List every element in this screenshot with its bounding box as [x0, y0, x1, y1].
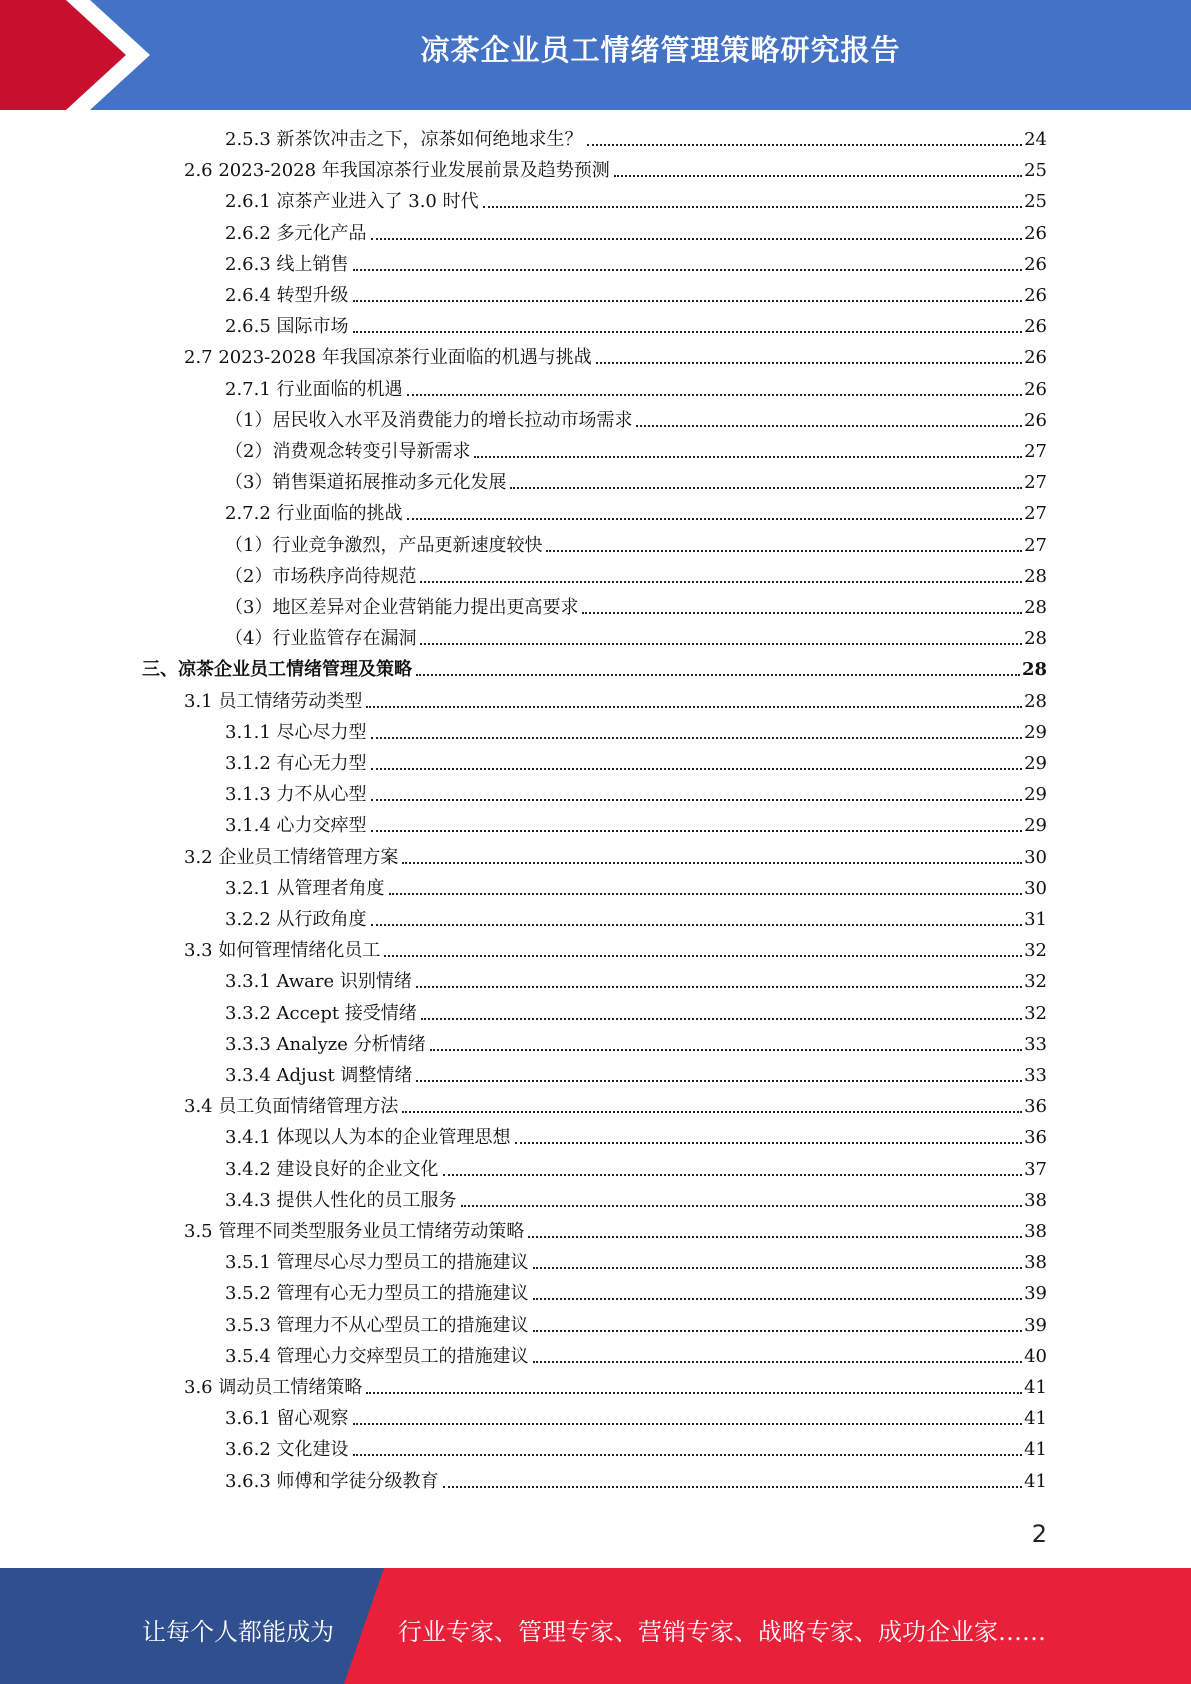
toc-entry-label: 三、凉茶企业员工情绪管理及策略	[142, 659, 412, 680]
toc-entry[interactable]	[225, 1033, 1047, 1057]
toc-entry-page: 28	[1024, 566, 1047, 587]
toc-entry[interactable]	[225, 1002, 1047, 1026]
toc-entry-page: 36	[1024, 1096, 1047, 1117]
toc-entry-label: 3.2.2 从行政角度	[225, 909, 367, 930]
toc-entry-page: 38	[1024, 1252, 1047, 1273]
toc-dot-leader	[371, 924, 1023, 926]
toc-entry-label: 3.6.2 文化建设	[225, 1439, 349, 1460]
toc-entry[interactable]	[184, 846, 1047, 870]
toc-dot-leader	[371, 830, 1023, 832]
toc-dot-leader	[366, 706, 1022, 708]
toc-entry-label: 2.6.4 转型升级	[225, 285, 349, 306]
toc-entry-page: 26	[1024, 347, 1047, 368]
toc-entry-label: 3.4 员工负面情绪管理方法	[184, 1096, 399, 1117]
toc-dot-leader	[407, 518, 1023, 520]
toc-entry[interactable]	[225, 471, 1047, 495]
toc-entry[interactable]	[225, 1282, 1047, 1306]
toc-entry[interactable]	[225, 1438, 1047, 1462]
toc-entry[interactable]	[225, 877, 1047, 901]
toc-entry-page: 37	[1024, 1159, 1047, 1180]
toc-dot-leader	[371, 737, 1023, 739]
toc-dot-leader	[421, 1018, 1022, 1020]
toc-entry[interactable]	[225, 378, 1047, 402]
toc-entry-page: 32	[1024, 1003, 1047, 1024]
toc-entry-label: 3.2.1 从管理者角度	[225, 878, 385, 899]
toc-dot-leader	[533, 1330, 1023, 1332]
toc-entry-label: （3）地区差异对企业营销能力提出更高要求	[225, 597, 579, 618]
toc-entry-label: 3.1.1 尽心尽力型	[225, 722, 367, 743]
toc-entry[interactable]	[184, 346, 1047, 370]
toc-entry-page: 28	[1024, 691, 1047, 712]
toc-entry[interactable]	[225, 440, 1047, 464]
toc-entry[interactable]	[225, 1064, 1047, 1088]
toc-entry-label: 2.6 2023-2028 年我国凉茶行业发展前景及趋势预测	[184, 160, 610, 181]
toc-entry-page: 31	[1024, 909, 1047, 930]
toc-dot-leader	[416, 1080, 1022, 1082]
toc-entry-label: （2）消费观念转变引导新需求	[225, 441, 471, 462]
toc-entry-label: （2）市场秩序尚待规范	[225, 566, 417, 587]
toc-dot-leader	[443, 1486, 1023, 1488]
toc-dot-leader	[366, 1392, 1022, 1394]
toc-entry-page: 32	[1024, 940, 1047, 961]
toc-entry[interactable]	[225, 1407, 1047, 1431]
toc-entry-page: 27	[1024, 535, 1047, 556]
toc-dot-leader	[582, 612, 1022, 614]
toc-entry-page: 41	[1024, 1408, 1047, 1429]
toc-entry-page: 28	[1024, 628, 1047, 649]
toc-entry-label: 3.3 如何管理情绪化员工	[184, 940, 381, 961]
toc-entry-label: 3.1 员工情绪劳动类型	[184, 691, 363, 712]
toc-entry[interactable]	[225, 565, 1047, 589]
toc-entry[interactable]	[184, 1220, 1047, 1244]
toc-dot-leader	[353, 300, 1023, 302]
toc-entry-label: 3.1.3 力不从心型	[225, 784, 367, 805]
toc-entry-page: 27	[1024, 503, 1047, 524]
toc-entry[interactable]	[225, 253, 1047, 277]
toc-entry[interactable]	[142, 658, 1047, 682]
toc-entry-page: 25	[1024, 160, 1047, 181]
toc-entry-page: 30	[1024, 878, 1047, 899]
toc-entry-label: 2.7.2 行业面临的挑战	[225, 503, 403, 524]
toc-entry[interactable]	[225, 1126, 1047, 1150]
toc-entry-page: 26	[1024, 254, 1047, 275]
toc-entry-page: 38	[1024, 1221, 1047, 1242]
toc-entry[interactable]	[184, 939, 1047, 963]
toc-entry[interactable]	[184, 1376, 1047, 1400]
toc-entry[interactable]	[225, 222, 1047, 246]
toc-dot-leader	[443, 1174, 1023, 1176]
toc-dot-leader	[416, 986, 1022, 988]
toc-entry-page: 27	[1024, 441, 1047, 462]
toc-dot-leader	[353, 1423, 1023, 1425]
toc-entry-page: 41	[1024, 1471, 1047, 1492]
toc-entry-page: 30	[1024, 847, 1047, 868]
toc-entry[interactable]	[225, 502, 1047, 526]
toc-entry-page: 28	[1024, 597, 1047, 618]
toc-dot-leader	[474, 456, 1022, 458]
toc-entry-page: 26	[1024, 379, 1047, 400]
toc-dot-leader	[430, 1049, 1022, 1051]
toc-dot-leader	[353, 1454, 1023, 1456]
toc-entry-label: 2.6.5 国际市场	[225, 316, 349, 337]
toc-entry[interactable]	[225, 908, 1047, 932]
toc-dot-leader	[533, 1361, 1023, 1363]
toc-entry-label: 2.5.3 新茶饮冲击之下，凉茶如何绝地求生？	[225, 129, 583, 150]
toc-entry-label: 3.3.2 Accept 接受情绪	[225, 1003, 417, 1024]
toc-entry-label: （4）行业监管存在漏洞	[225, 628, 417, 649]
header-title: 凉茶企业员工情绪管理策略研究报告	[420, 33, 901, 67]
toc-entry-label: 3.5.3 管理力不从心型员工的措施建议	[225, 1315, 529, 1336]
toc-entry-page: 26	[1024, 316, 1047, 337]
toc-entry[interactable]	[225, 783, 1047, 807]
toc-entry-page: 36	[1024, 1127, 1047, 1148]
toc-entry-label: 2.6.1 凉茶产业进入了 3.0 时代	[225, 191, 479, 212]
toc-entry[interactable]	[225, 315, 1047, 339]
toc-entry[interactable]	[225, 970, 1047, 994]
toc-entry-page: 41	[1024, 1377, 1047, 1398]
toc-entry-label: 3.1.4 心力交瘁型	[225, 815, 367, 836]
header-bar	[0, 0, 1191, 110]
toc-entry-label: 3.4.2 建设良好的企业文化	[225, 1159, 439, 1180]
toc-entry[interactable]	[225, 752, 1047, 776]
toc-entry-label: （1）居民收入水平及消费能力的增长拉动市场需求	[225, 410, 633, 431]
toc-dot-leader	[384, 955, 1022, 957]
toc-entry-label: 3.5.4 管理心力交瘁型员工的措施建议	[225, 1346, 529, 1367]
toc-entry[interactable]	[225, 596, 1047, 620]
toc-dot-leader	[407, 394, 1023, 396]
toc-entry[interactable]	[184, 159, 1047, 183]
toc-entry[interactable]	[225, 1251, 1047, 1275]
toc-entry-label: 3.3.1 Aware 识别情绪	[225, 971, 412, 992]
footer-slogan-left: 让每个人都能成为	[142, 1618, 334, 1646]
toc-dot-leader	[371, 238, 1023, 240]
toc-entry-page: 26	[1024, 410, 1047, 431]
toc-entry-page: 27	[1024, 472, 1047, 493]
toc-entry-page: 29	[1024, 784, 1047, 805]
toc-dot-leader	[353, 331, 1023, 333]
toc-entry-label: 3.4.1 体现以人为本的企业管理思想	[225, 1127, 511, 1148]
toc-dot-leader	[546, 550, 1022, 552]
toc-entry-page: 39	[1024, 1315, 1047, 1336]
toc-entry-label: 2.6.2 多元化产品	[225, 223, 367, 244]
toc-entry[interactable]	[225, 190, 1047, 214]
toc-entry[interactable]	[225, 1470, 1047, 1494]
toc-entry[interactable]	[225, 1189, 1047, 1213]
toc-entry-label: 3.1.2 有心无力型	[225, 753, 367, 774]
toc-entry-page: 33	[1024, 1034, 1047, 1055]
toc-entry-label: （1）行业竞争激烈，产品更新速度较快	[225, 535, 543, 556]
toc-entry[interactable]	[225, 128, 1047, 152]
toc-entry-page: 33	[1024, 1065, 1047, 1086]
toc-entry-page: 29	[1024, 722, 1047, 743]
footer-slogan-right: 行业专家、管理专家、营销专家、战略专家、成功企业家……	[398, 1618, 1046, 1646]
toc-entry-label: 3.3.3 Analyze 分析情绪	[225, 1034, 426, 1055]
toc-dot-leader	[510, 487, 1022, 489]
toc-entry[interactable]	[225, 409, 1047, 433]
toc-entry[interactable]	[225, 721, 1047, 745]
toc-entry-page: 40	[1024, 1346, 1047, 1367]
toc-entry-label: 3.3.4 Adjust 调整情绪	[225, 1065, 413, 1086]
toc-entry-label: 2.6.3 线上销售	[225, 254, 349, 275]
toc-dot-leader	[587, 144, 1023, 146]
toc-entry-page: 41	[1024, 1439, 1047, 1460]
footer-bar	[0, 1568, 1191, 1684]
toc-entry-page: 39	[1024, 1283, 1047, 1304]
toc-entry[interactable]	[225, 1345, 1047, 1369]
page-number: 2	[1031, 1520, 1047, 1548]
toc-entry[interactable]	[225, 627, 1047, 651]
toc-entry-page: 29	[1024, 815, 1047, 836]
toc-entry-page: 29	[1024, 753, 1047, 774]
toc-entry-label: 2.7 2023-2028 年我国凉茶行业面临的机遇与挑战	[184, 347, 592, 368]
toc-entry-label: 3.6.1 留心观察	[225, 1408, 349, 1429]
toc-entry-label: 3.2 企业员工情绪管理方案	[184, 847, 399, 868]
toc-entry-page: 26	[1024, 285, 1047, 306]
toc-dot-leader	[515, 1142, 1023, 1144]
toc-entry-label: 3.5.1 管理尽心尽力型员工的措施建议	[225, 1252, 529, 1273]
toc-dot-leader	[483, 206, 1023, 208]
toc-dot-leader	[371, 768, 1023, 770]
toc-entry-label: 3.5 管理不同类型服务业员工情绪劳动策略	[184, 1221, 525, 1242]
toc-dot-leader	[416, 674, 1020, 676]
toc-dot-leader	[420, 581, 1022, 583]
toc-dot-leader	[533, 1267, 1023, 1269]
toc-dot-leader	[533, 1298, 1023, 1300]
toc-entry-page: 26	[1024, 223, 1047, 244]
toc-dot-leader	[596, 362, 1022, 364]
toc-dot-leader	[636, 425, 1022, 427]
toc-entry-page: 24	[1024, 129, 1047, 150]
toc-dot-leader	[353, 269, 1023, 271]
toc-entry[interactable]	[225, 534, 1047, 558]
toc-entry-label: 3.5.2 管理有心无力型员工的措施建议	[225, 1283, 529, 1304]
toc-entry-label: 3.4.3 提供人性化的员工服务	[225, 1190, 457, 1211]
toc-entry-page: 32	[1024, 971, 1047, 992]
toc-entry-page: 28	[1021, 659, 1047, 680]
toc-entry[interactable]	[225, 814, 1047, 838]
toc-dot-leader	[420, 643, 1022, 645]
toc-entry-label: 3.6.3 师傅和学徒分级教育	[225, 1471, 439, 1492]
toc-entry[interactable]	[184, 690, 1047, 714]
toc-dot-leader	[461, 1205, 1023, 1207]
toc-dot-leader	[389, 893, 1023, 895]
toc-entry[interactable]	[225, 1314, 1047, 1338]
toc-entry-page: 38	[1024, 1190, 1047, 1211]
toc-dot-leader	[528, 1236, 1022, 1238]
toc-entry[interactable]	[184, 1095, 1047, 1119]
toc-entry-label: 3.6 调动员工情绪策略	[184, 1377, 363, 1398]
toc-dot-leader	[371, 799, 1023, 801]
toc-entry[interactable]	[225, 284, 1047, 308]
toc-dot-leader	[402, 1111, 1022, 1113]
toc-entry-label: （3）销售渠道拓展推动多元化发展	[225, 472, 507, 493]
toc-dot-leader	[402, 862, 1022, 864]
toc-entry[interactable]	[225, 1158, 1047, 1182]
toc-dot-leader	[614, 175, 1022, 177]
toc-entry-label: 2.7.1 行业面临的机遇	[225, 379, 403, 400]
toc-entry-page: 25	[1024, 191, 1047, 212]
